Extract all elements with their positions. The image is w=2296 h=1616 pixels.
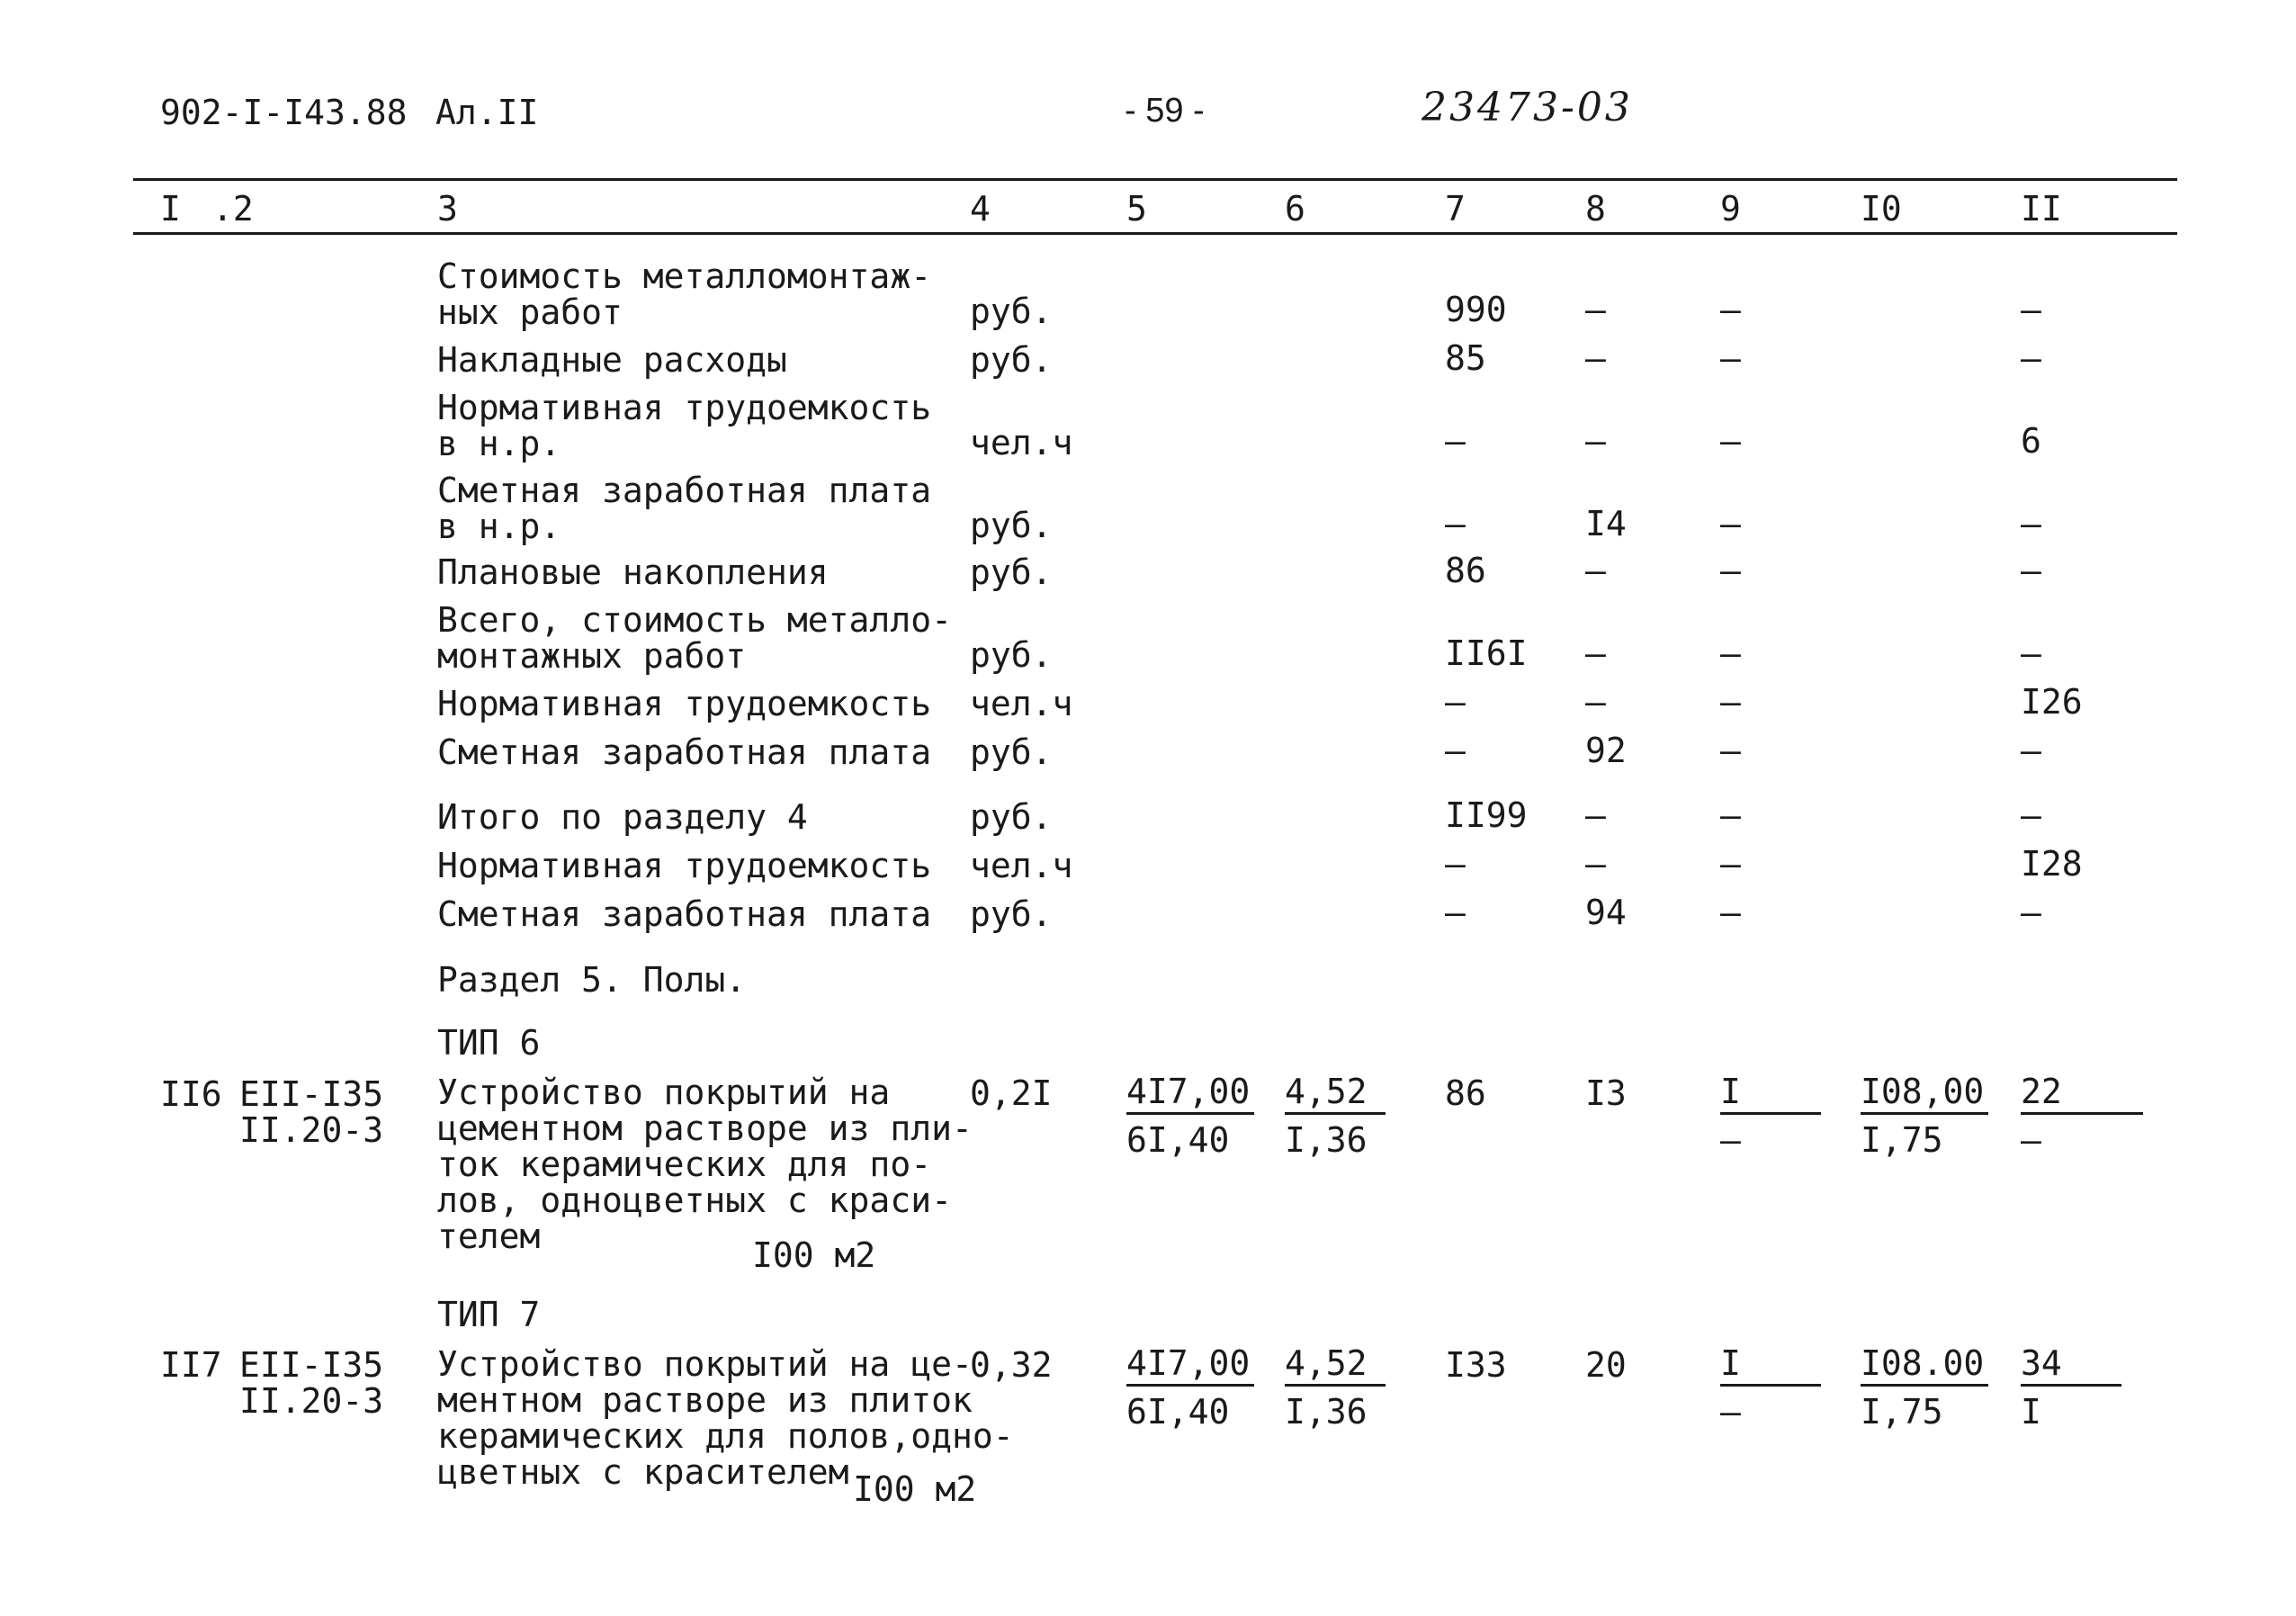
item-code: EII-I35: [239, 1345, 384, 1385]
row-col7: II6I: [1445, 633, 1528, 673]
row-col8: –: [1585, 551, 1606, 590]
row-col9: –: [1720, 290, 1741, 329]
item-col5-top: 4I7,00: [1126, 1074, 1254, 1115]
row-col9: –: [1720, 551, 1741, 590]
row-col7: 85: [1445, 338, 1486, 378]
item-code-sub: II.20-3: [239, 1381, 384, 1421]
item-col10-top: I08,00: [1861, 1074, 1988, 1115]
item-col10-bottom: I,75: [1861, 1120, 1943, 1160]
item-col11-top: 22: [2021, 1074, 2143, 1115]
row-unit: руб.: [970, 732, 1053, 772]
item-col9-bottom: –: [1720, 1392, 1741, 1432]
row-col7: –: [1445, 893, 1466, 932]
row-col9: –: [1720, 893, 1741, 932]
col-header-1: I: [160, 189, 181, 229]
row-col7: 990: [1445, 290, 1507, 329]
row-unit: руб.: [970, 340, 1053, 380]
row-desc: Плановые накопления: [437, 552, 829, 592]
row-col8: 94: [1585, 893, 1627, 932]
row-col11: I28: [2021, 844, 2083, 884]
page-number: - 59 -: [1125, 92, 1205, 130]
col-header-8: 8: [1585, 189, 1606, 229]
row-col8: –: [1585, 290, 1606, 329]
row-col7: –: [1445, 421, 1466, 461]
row-col11: –: [2021, 893, 2041, 932]
item-number: II7: [160, 1345, 222, 1385]
row-col9: –: [1720, 633, 1741, 673]
col-header-5: 5: [1126, 189, 1147, 229]
row-col11: –: [2021, 633, 2041, 673]
row-col11: –: [2021, 504, 2041, 543]
row-col7: II99: [1445, 795, 1528, 835]
row-col8: –: [1585, 633, 1606, 673]
row-col7: –: [1445, 504, 1466, 543]
item-col8: I3: [1585, 1073, 1627, 1113]
row-unit: руб.: [970, 797, 1053, 837]
item-col7: 86: [1445, 1073, 1486, 1113]
row-col9: –: [1720, 338, 1741, 378]
item-col5-bottom: 6I,40: [1126, 1120, 1230, 1160]
item-number: II6: [160, 1074, 222, 1114]
row-col7: –: [1445, 731, 1466, 770]
item-col6-top: 4,52: [1285, 1074, 1386, 1115]
col-header-6: 6: [1285, 189, 1305, 229]
row-desc: Сметная заработная плата в н.р.: [437, 471, 932, 546]
item-desc: Устройство покрытий на цементном растворе из пли- ток керамических для по- лов, одноцветных с краси- телем: [437, 1073, 973, 1256]
row-unit: руб.: [970, 635, 1053, 675]
row-desc: Стоимость металломонтаж- ных работ: [437, 256, 932, 332]
row-col9: –: [1720, 731, 1741, 770]
item-col11-bottom: I: [2021, 1392, 2041, 1432]
row-unit: чел.ч: [970, 423, 1073, 462]
item-col6-bottom: I,36: [1285, 1120, 1368, 1160]
handwritten-number: 23473-03: [1422, 85, 1633, 130]
row-col11: –: [2021, 338, 2041, 378]
row-unit: чел.ч: [970, 846, 1073, 885]
row-col8: –: [1585, 338, 1606, 378]
item-col8: 20: [1585, 1345, 1627, 1385]
row-desc: Итого по разделу 4: [437, 797, 808, 837]
row-unit: чел.ч: [970, 684, 1073, 723]
col-header-10: I0: [1861, 189, 1902, 229]
section-title: Раздел 5. Полы.: [437, 960, 747, 1000]
header-top-rule: [133, 178, 2177, 181]
doc-code: 902-I-I43.88: [160, 93, 408, 132]
item-col5-bottom: 6I,40: [1126, 1392, 1230, 1432]
row-desc: Нормативная трудоемкость в н.р.: [437, 388, 932, 463]
row-unit: руб.: [970, 506, 1053, 545]
item-col10-top: I08.00: [1861, 1346, 1988, 1387]
item-code: EII-I35: [239, 1074, 384, 1114]
header-bottom-rule: [133, 232, 2177, 235]
item-col11-bottom: –: [2021, 1120, 2041, 1160]
row-col7: –: [1445, 844, 1466, 884]
row-desc: Всего, стоимость металло- монтажных работ: [437, 600, 952, 676]
row-desc: Нормативная трудоемкость: [437, 684, 932, 723]
row-col9: –: [1720, 421, 1741, 461]
row-unit: руб.: [970, 894, 1053, 934]
row-desc: Накладные расходы: [437, 340, 787, 380]
item-col9-bottom: –: [1720, 1120, 1741, 1160]
row-col9: –: [1720, 504, 1741, 543]
col-header-4: 4: [970, 189, 991, 229]
item-col6-top: 4,52: [1285, 1346, 1386, 1387]
col-header-2: .2: [212, 189, 254, 229]
row-col9: –: [1720, 682, 1741, 722]
item-qty: 0,32: [970, 1345, 1053, 1385]
item-col9-top: I: [1720, 1346, 1821, 1387]
row-col8: –: [1585, 682, 1606, 722]
col-header-9: 9: [1720, 189, 1741, 229]
row-col11: –: [2021, 290, 2041, 329]
row-col11: –: [2021, 731, 2041, 770]
row-col8: 92: [1585, 731, 1627, 770]
item-measure: I00 м2: [853, 1469, 977, 1509]
row-desc: Сметная заработная плата: [437, 894, 932, 934]
row-col8: –: [1585, 795, 1606, 835]
row-unit: руб.: [970, 552, 1053, 592]
col-header-3: 3: [437, 189, 458, 229]
item-col9-top: I: [1720, 1074, 1821, 1115]
col-header-11: II: [2021, 189, 2062, 229]
col-header-7: 7: [1445, 189, 1466, 229]
row-unit: руб.: [970, 292, 1053, 331]
item-measure: I00 м2: [752, 1235, 876, 1275]
row-col8: –: [1585, 844, 1606, 884]
row-col8: I4: [1585, 504, 1627, 543]
row-desc: Нормативная трудоемкость: [437, 846, 932, 885]
row-col9: –: [1720, 795, 1741, 835]
item-col6-bottom: I,36: [1285, 1392, 1368, 1432]
item-code-sub: II.20-3: [239, 1110, 384, 1150]
row-col7: 86: [1445, 551, 1486, 590]
row-col11: 6: [2021, 421, 2041, 461]
row-col11: –: [2021, 551, 2041, 590]
item-desc: Устройство покрытий на це- ментном растворе из плиток керамических для полов,одно- цветных с красителем: [437, 1344, 1014, 1492]
item-col11-top: 34: [2021, 1346, 2121, 1387]
item-qty: 0,2I: [970, 1073, 1053, 1113]
row-col7: –: [1445, 682, 1466, 722]
row-desc: Сметная заработная плата: [437, 732, 932, 772]
item-col10-bottom: I,75: [1861, 1392, 1943, 1432]
item-col5-top: 4I7,00: [1126, 1346, 1254, 1387]
row-col11: I26: [2021, 682, 2083, 722]
type-label: ТИП 6: [437, 1023, 541, 1063]
item-col7: I33: [1445, 1345, 1507, 1385]
row-col8: –: [1585, 421, 1606, 461]
album-label: Ал.II: [435, 93, 539, 132]
row-col9: –: [1720, 844, 1741, 884]
row-col11: –: [2021, 795, 2041, 835]
type-label: ТИП 7: [437, 1295, 541, 1334]
